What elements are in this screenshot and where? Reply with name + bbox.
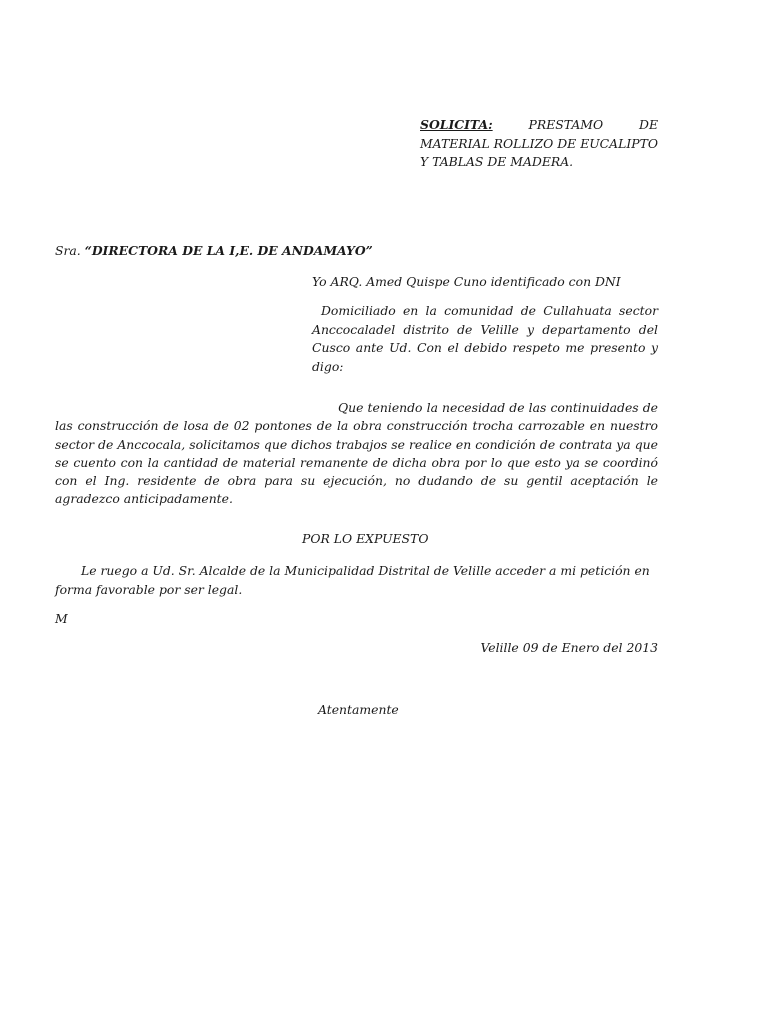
signoff: Atentamente: [318, 702, 399, 717]
recipient-name: “DIRECTORA DE LA I,E. DE ANDAMAYO”: [84, 243, 373, 258]
sender-address: Domiciliado en la comunidad de Cullahuata sector Anccocaladel distrito de Velille y departamento del Cusco ante Ud. Con el debido respeto me presento y digo:: [312, 303, 658, 374]
recipient-prefix: Sra.: [55, 243, 85, 258]
date-line: Velille 09 de Enero del 2013: [480, 640, 658, 655]
sender-identification: Yo ARQ. Amed Quispe Cuno identificado con DNI: [312, 274, 621, 289]
subject-label: SOLICITA:: [420, 117, 493, 132]
closing-heading: POR LO EXPUESTO: [302, 531, 429, 546]
subject-text: PRESTAMO DE MATERIAL ROLLIZO DE EUCALIPTO Y TABLAS DE MADERA.: [420, 117, 658, 169]
recipient-line: [55, 243, 373, 258]
stray-letter: M: [55, 611, 68, 626]
body-paragraph: Que teniendo la necesidad de las continuidades de las construcción de losa de 02 pontones de la obra construcción trocha carrozable en nuestro sector de Anccocala, solicitamos que dichos trabajos se realice en condición de contrata ya que se cuento con la cantidad de material remanente de dicha obra por lo que esto ya se coordinó con el Ing. residente de obra para su ejecución, no dudando de su gentil aceptación le agradezco anticipadamente.: [55, 400, 658, 507]
subject-block: [420, 116, 658, 172]
request-paragraph: Le ruego a Ud. Sr. Alcalde de la Municipalidad Distrital de Velille acceder a mi petición en forma favorable por ser legal.: [55, 563, 650, 597]
